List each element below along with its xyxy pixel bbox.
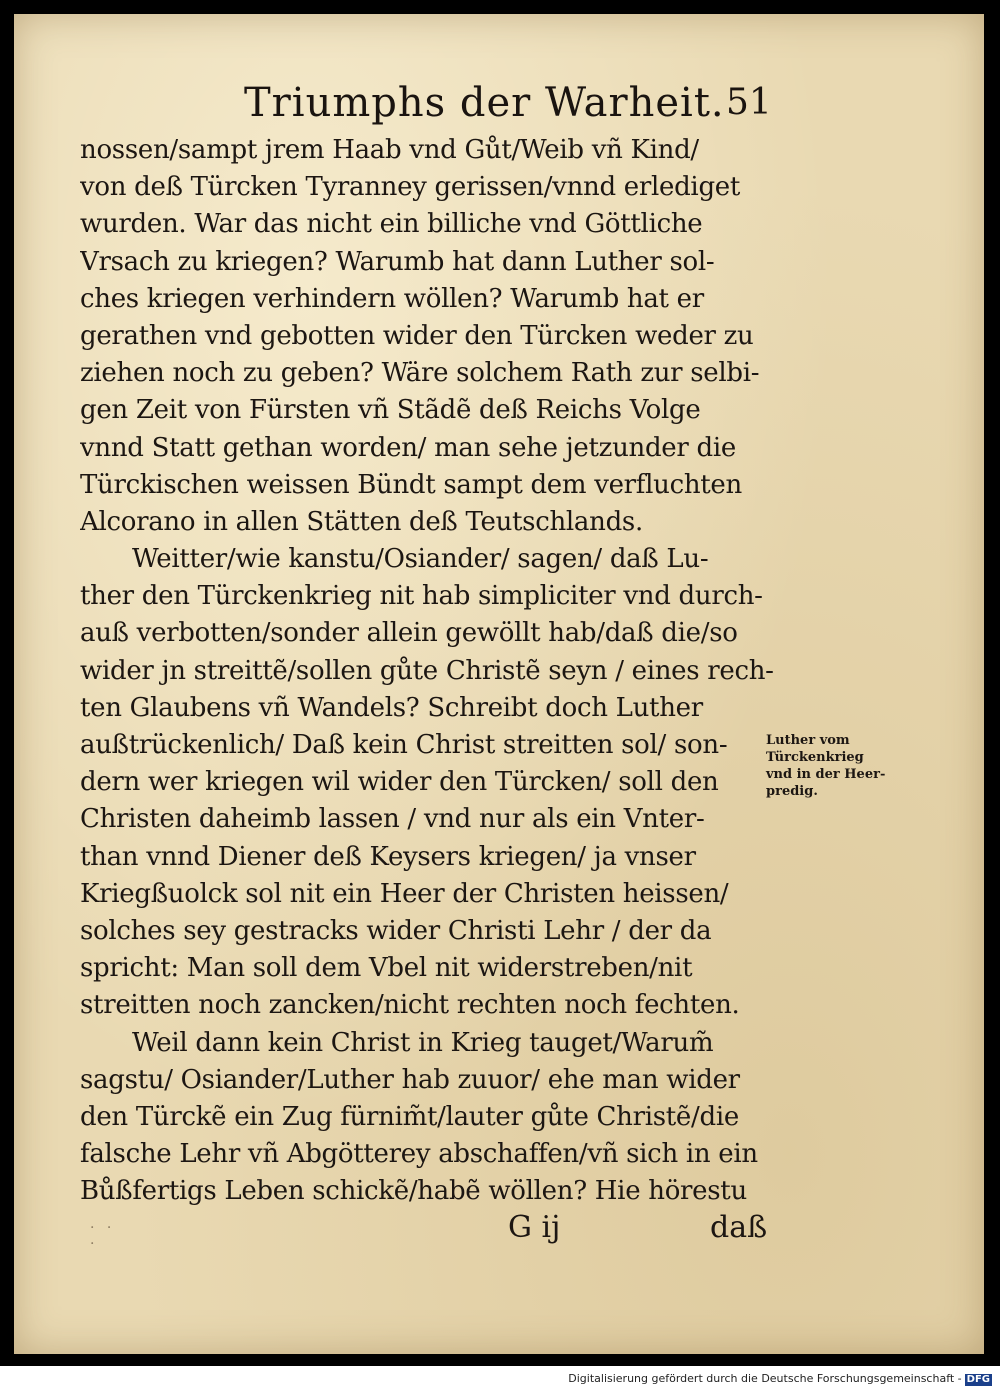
text-line: spricht: Man soll dem Vbel nit widerstreben/nit xyxy=(80,953,693,984)
text-line: dern wer kriegen wil wider den Türcken/ soll den xyxy=(80,767,719,798)
marginal-note xyxy=(766,732,896,800)
text-line: gerathen vnd gebotten wider den Türcken weder zu xyxy=(80,320,754,351)
catchword: daß xyxy=(710,1210,768,1245)
text-line: than vnnd Diener deß Keysers kriegen/ ja vnser xyxy=(80,841,696,872)
text-line: nossen/sampt jrem Haab vnd Gůt/Weib vñ Kind/ xyxy=(80,135,699,165)
text-line: Weil dann kein Christ in Krieg tauget/Warum̃ xyxy=(132,1027,714,1058)
text-line: vnnd Statt gethan worden/ man sehe jetzunder die xyxy=(80,432,736,463)
text-line: gen Zeit von Fürsten vñ Stãdẽ deß Reichs Volge xyxy=(80,395,701,426)
text-line: Christen daheimb lassen / vnd nur als ein Vnter- xyxy=(80,804,705,835)
marginal-note-line: Luther vom xyxy=(766,733,850,748)
text-line: ten Glaubens vñ Wandels? Schreibt doch Luther xyxy=(80,692,703,723)
book-page xyxy=(14,14,984,1354)
text-line: Bůßfertigs Leben schickẽ/habẽ wöllen? Hie hörestu xyxy=(80,1176,747,1207)
marginal-note-line: vnd in der Heer- xyxy=(766,767,886,782)
text-line: außtrückenlich/ Daß kein Christ streitten sol/ son- xyxy=(80,730,728,760)
marginal-note-line: predig. xyxy=(766,784,818,799)
text-line: ziehen noch zu geben? Wäre solchem Rath zur selbi- xyxy=(80,358,760,389)
text-line: streitten noch zancken/nicht rechten noch fechten. xyxy=(80,990,740,1021)
running-head: Triumphs der Warheit. xyxy=(244,80,725,126)
text-line: von deß Türcken Tyranney gerissen/vnnd erlediget xyxy=(80,172,741,203)
text-line: ther den Türckenkrieg nit hab simpliciter vnd durch- xyxy=(80,581,763,612)
page-number: 51 xyxy=(726,82,772,123)
text-line: Weitter/wie kanstu/Osiander/ sagen/ daß Lu- xyxy=(132,544,709,575)
text-line: Alcorano in allen Stätten deß Teutschlands. xyxy=(80,506,643,537)
text-line: solches sey gestracks wider Christi Lehr / der da xyxy=(80,915,712,946)
ink-smudge: · · · xyxy=(90,1220,116,1252)
text-line: wurden. War das nicht ein billiche vnd Göttliche xyxy=(80,209,703,240)
body-text xyxy=(80,132,780,1210)
text-line: den Türckẽ ein Zug fürnim̃t/lauter gůte Christẽ/die xyxy=(80,1101,739,1132)
footer-credit-text: Digitalisierung gefördert durch die Deutsche Forschungsgemeinschaft - xyxy=(568,1372,962,1385)
text-line: Vrsach zu kriegen? Warumb hat dann Luther sol- xyxy=(80,246,715,277)
text-line: Kriegßuolck sol nit ein Heer der Christen heissen/ xyxy=(80,878,729,909)
text-line: sagstu/ Osiander/Luther hab zuuor/ ehe man wider xyxy=(80,1064,740,1095)
dfg-logo: DFG xyxy=(966,1374,990,1385)
text-line: Türckischen weissen Bündt sampt dem verfluchten xyxy=(80,469,742,500)
text-line: falsche Lehr vñ Abgötterey abschaffen/vñ sich in ein xyxy=(80,1139,758,1170)
text-line: wider jn streittẽ/sollen gůte Christẽ seyn / eines rech- xyxy=(80,655,774,686)
text-line: auß verbotten/sonder allein gewöllt hab/daß die/so xyxy=(80,618,738,649)
signature-mark: G ij xyxy=(508,1210,561,1245)
text-line: ches kriegen verhindern wöllen? Warumb hat er xyxy=(80,283,704,314)
marginal-note-line: Türckenkrieg xyxy=(766,750,864,765)
footer-credit xyxy=(568,1372,992,1386)
